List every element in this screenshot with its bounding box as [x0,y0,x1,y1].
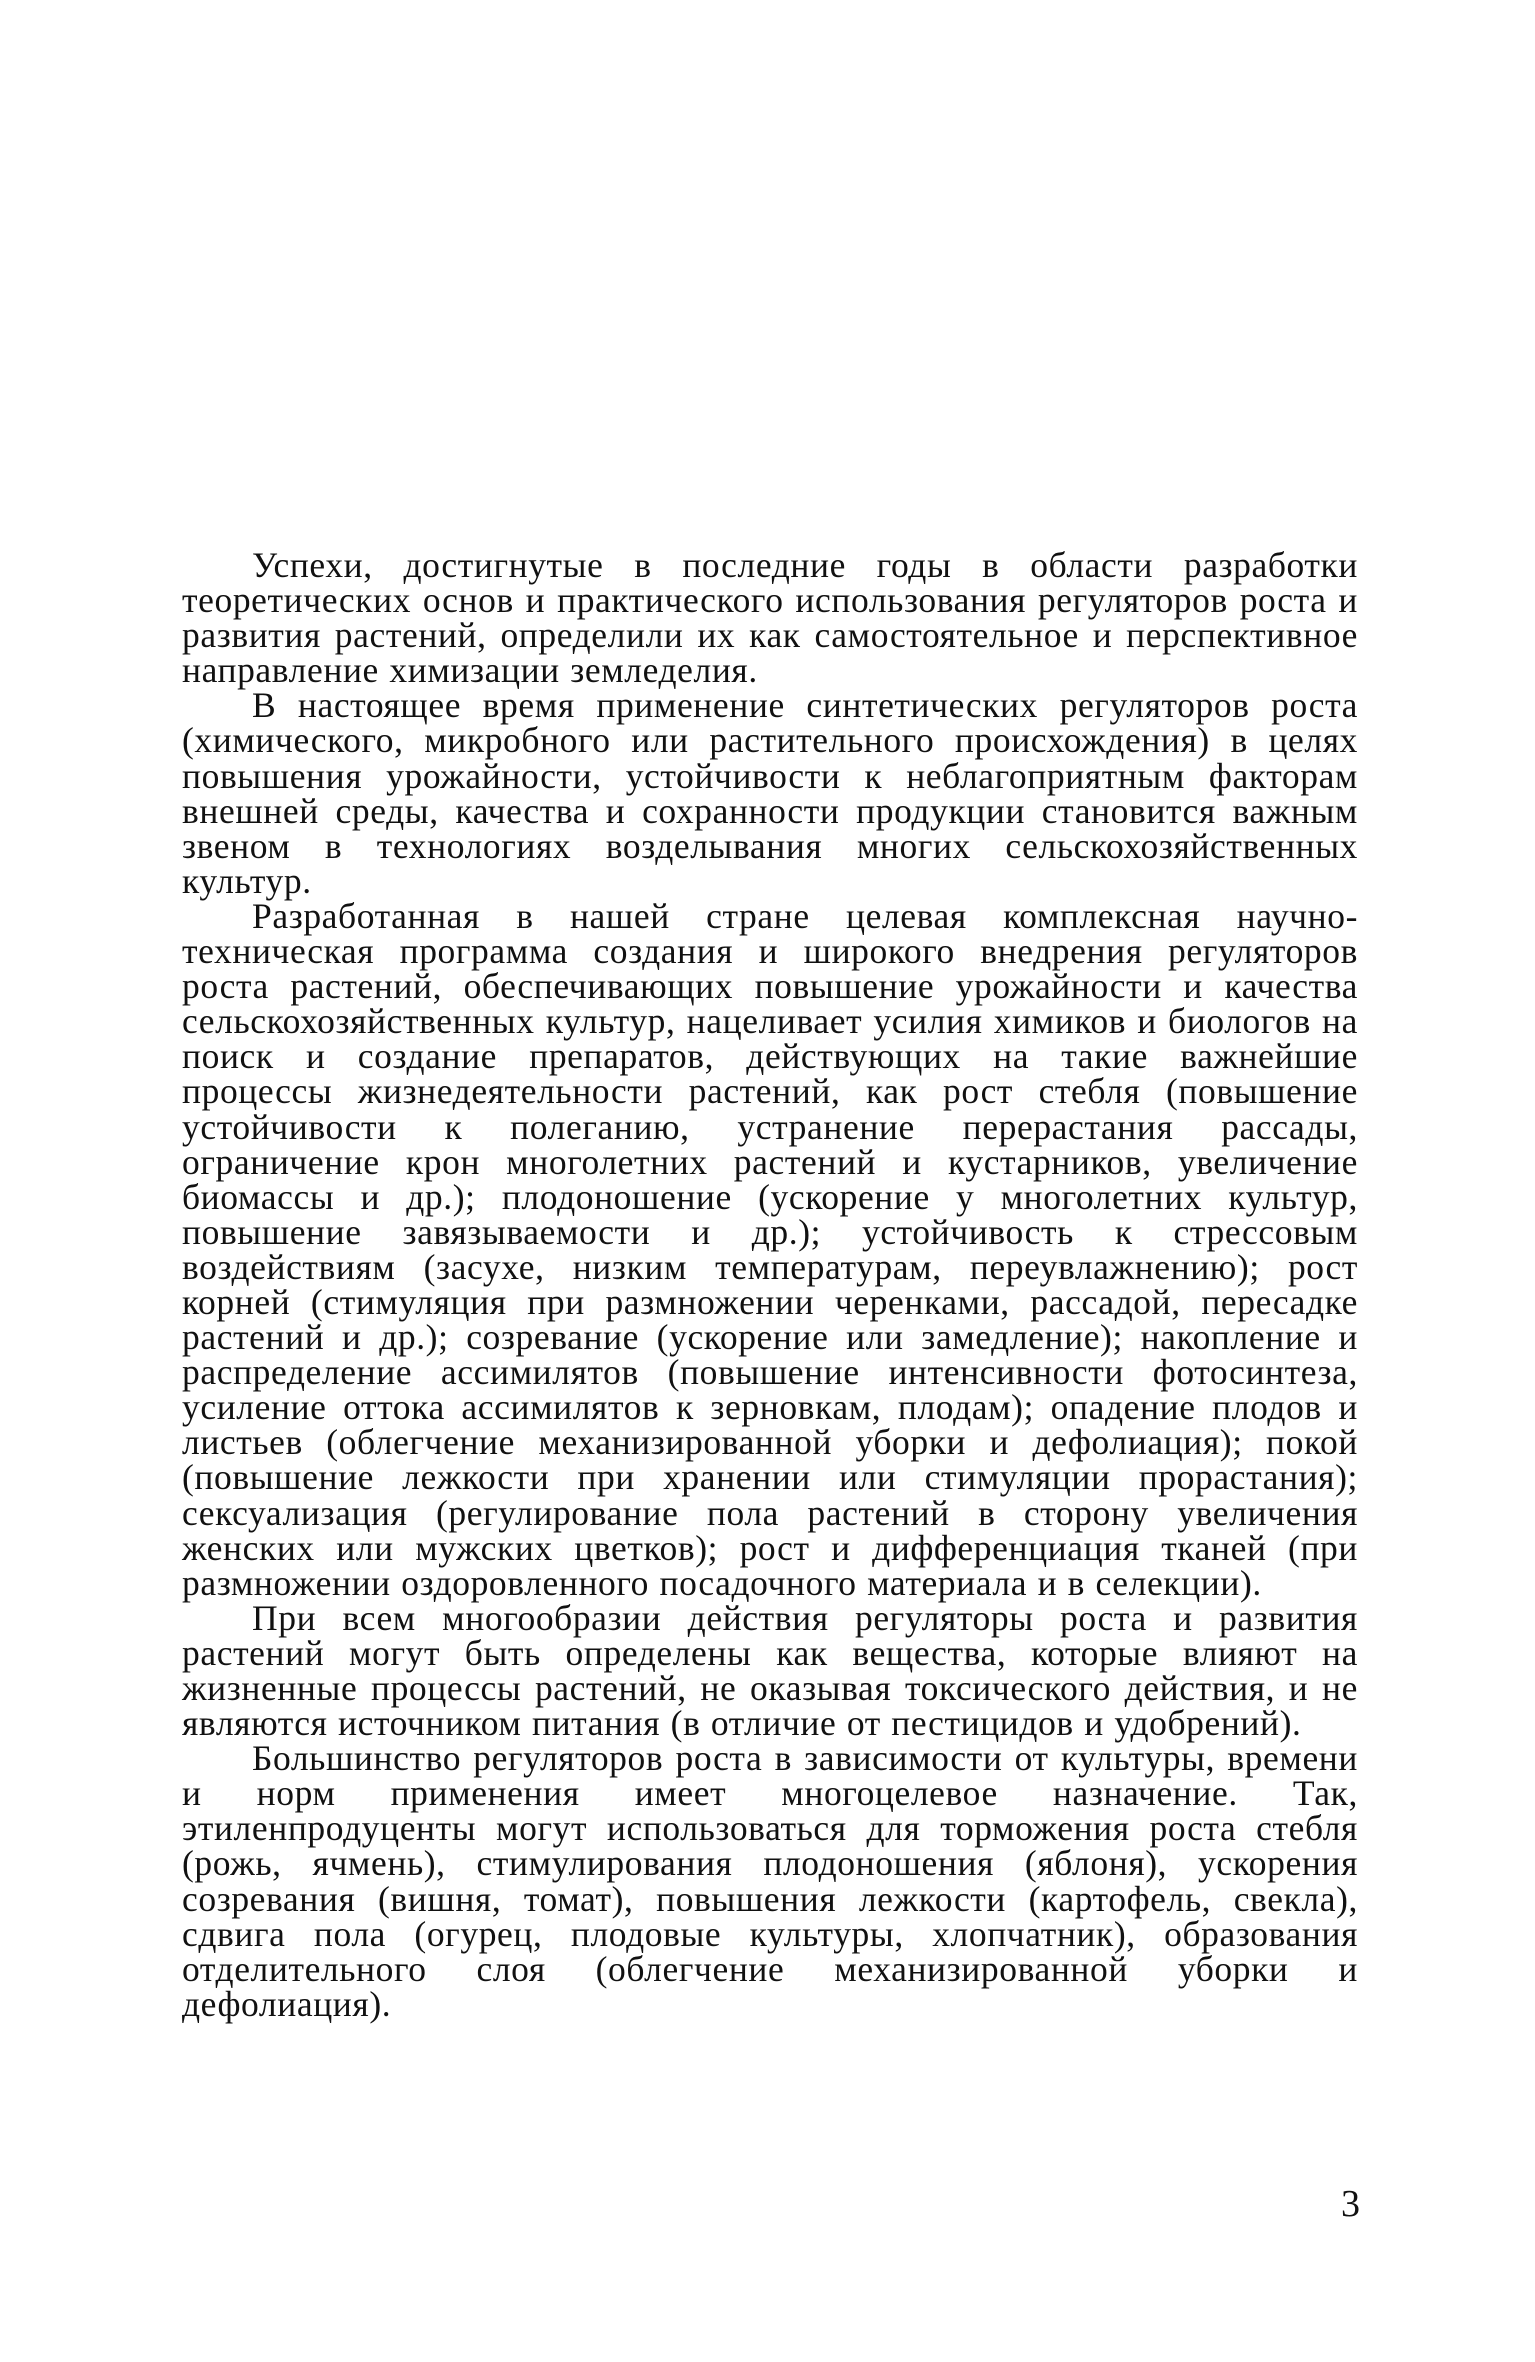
paragraph-1: Успехи, достигнутые в последние годы в области разработки теоретических основ и практического использования регуляторов роста и развития растений, определили их как самостоятельное и перспективное направление химизации земледелия. [182,545,1358,691]
paragraph-3: Разработанная в нашей стране целевая комплексная научно-техническая программа создания и широкого внедрения регуляторов роста растений, обеспечивающих повышение урожайности и качества сельскохозяйственных культур, нацеливает усилия химиков и биологов на поиск и создание препаратов, действующих на такие важнейшие процессы жизнедеятельности растений, как рост стебля (повышение устойчивости к полеганию, устранение перерастания рассады, ограничение крон многолетних растений и кустарников, увеличение биомассы и др.); плодоношение (ускорение у многолетних культур, повышение завязываемости и др.); устойчивость к стрессовым воздействиям (засухе, низким температурам, переувлажнению); рост корней (стимуляция при размножении черенками, рассадой, пересадке растений и др.); созревание (ускорение или замедление); накопление и распределение ассимилятов (повышение интенсивности фотосинтеза, усиление оттока ассимилятов к зерновкам, плодам); опадение плодов и листьев (облегчение механизированной уборки и дефолиация); покой (повышение лежкости при хранении или стимуляции прорастания); сексуализация (регулирование пола растений в сторону увеличения женских или мужских цветков); рост и дифференциация тканей (при размножении оздоровленного посадочного материала и в селекции). [182,895,1358,1603]
paragraph-4: При всем многообразии действия регуляторы роста и развития растений могут быть определены как вещества, которые влияют на жизненные процессы растений, не оказывая токсического действия, и не являются источником питания (в отличие от пестицидов и удобрений). [182,1597,1358,1744]
paragraph-5: Большинство регуляторов роста в зависимости от культуры, времени и норм применения имеет многоцелевое назначение. Так, этиленпродуценты могут использоваться для торможения роста стебля (рожь, ячмень), стимулирования плодоношения (яблоня), ускорения созревания (вишня, томат), повышения лежкости (картофель, свекла), сдвига пола (огурец, плодовые культуры, хлопчатник), образования отделительного слоя (облегчение механизированной уборки и дефолиация). [182,1738,1358,2024]
page-number: 3 [1341,2183,1360,2225]
body-text [182,545,1358,2024]
paragraph-2: В настоящее время применение синтетических регуляторов роста (химического, микробного или растительного происхождения) в целях повышения урожайности, устойчивости к неблагоприятным факторам внешней среды, качества и сохранности продукции становится важным звеном в технологиях возделывания многих сельскохозяйственных культур. [182,685,1358,901]
